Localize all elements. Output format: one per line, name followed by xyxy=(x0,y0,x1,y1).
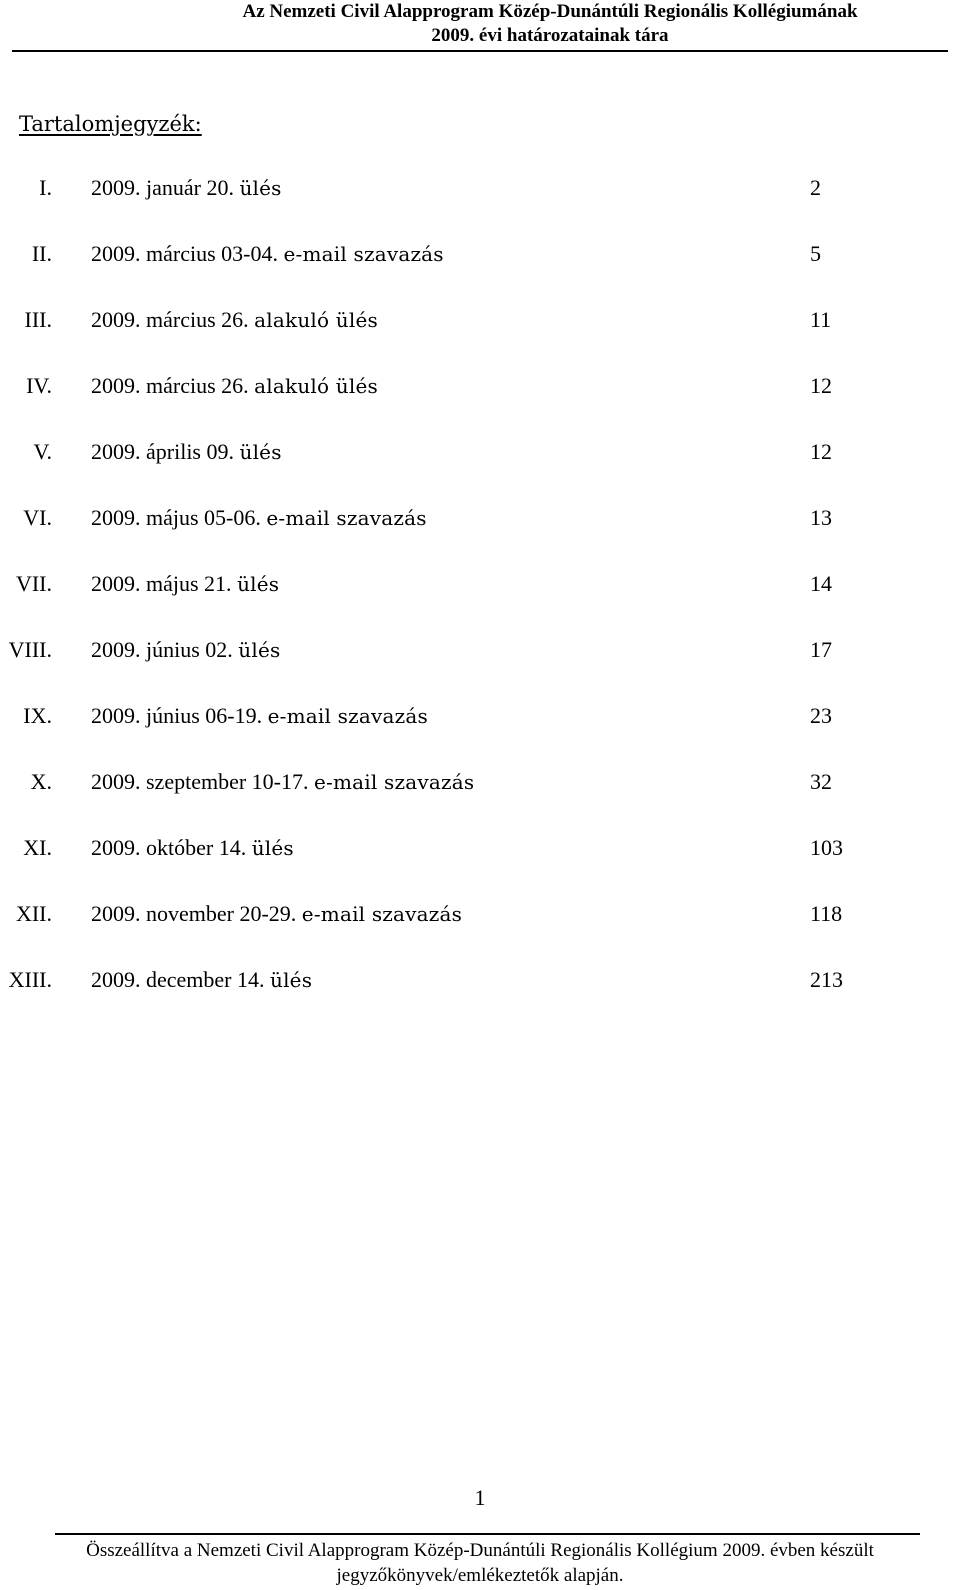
toc-entry-date: 2009. március 03-04. xyxy=(91,241,278,266)
toc-entry-date: 2009. január 20. xyxy=(91,175,234,200)
toc-entry xyxy=(0,437,960,467)
toc-entry-description: ülés xyxy=(239,440,282,464)
toc-entry xyxy=(0,965,960,995)
toc-entry-description: ülés xyxy=(239,176,282,200)
toc-entry xyxy=(0,635,960,665)
toc-entry-number: II. xyxy=(31,241,52,266)
toc-entry-page: 23 xyxy=(810,703,832,728)
toc-entry-title xyxy=(91,173,282,203)
toc-entry-number: VI. xyxy=(23,505,52,530)
toc-entry xyxy=(0,371,960,401)
toc-entry xyxy=(0,569,960,599)
toc-entry-title xyxy=(91,767,474,797)
toc-entry-page: 17 xyxy=(810,637,832,662)
toc-entry-number: XI. xyxy=(23,835,52,860)
toc-entry-number: X. xyxy=(30,769,52,794)
toc-entry-date: 2009. március 26. xyxy=(91,307,249,332)
footer-text-line2: jegyzőkönyvek/emlékeztetők alapján. xyxy=(336,1565,624,1586)
toc-entry-page: 213 xyxy=(810,967,843,992)
toc-entry-page: 118 xyxy=(810,901,843,926)
toc-entry-title xyxy=(91,965,312,995)
toc-entry-date: 2009. november 20-29. xyxy=(91,901,297,926)
footer-divider xyxy=(55,1533,920,1535)
toc-entry-date: 2009. szeptember 10-17. xyxy=(91,769,309,794)
toc-entry-title xyxy=(91,899,462,929)
toc-entry-date: 2009. június 02. xyxy=(91,637,233,662)
toc-entry-page: 103 xyxy=(810,835,843,860)
toc-entry-number: XII. xyxy=(15,901,52,926)
toc-title: Tartalomjegyzék: xyxy=(19,112,202,136)
toc-entry-number: V. xyxy=(33,439,52,464)
toc-entry-title xyxy=(91,503,427,533)
toc-entry-description: e-mail szavazás xyxy=(266,506,427,530)
page-number: 1 xyxy=(474,1485,486,1510)
toc-entry xyxy=(0,173,960,203)
toc-entry-title xyxy=(91,437,282,467)
toc-entry-description: ülés xyxy=(238,638,281,662)
toc-entry-number: I. xyxy=(39,175,52,200)
toc-entry-date: 2009. május 05-06. xyxy=(91,505,261,530)
header-title: Az Nemzeti Civil Alapprogram Közép-Dunántúli Regionális Kollégiumának xyxy=(242,1,858,22)
toc-entry-description: e-mail szavazás xyxy=(267,704,428,728)
toc-entry-description: e-mail szavazás xyxy=(283,242,444,266)
toc-entry-title xyxy=(91,371,378,401)
toc-entry-page: 14 xyxy=(810,571,832,596)
toc-entry-title xyxy=(91,569,279,599)
toc-entry-page: 11 xyxy=(810,307,832,332)
toc-entry-description: alakuló ülés xyxy=(254,308,378,332)
toc-entry xyxy=(0,305,960,335)
toc-entry-number: VIII. xyxy=(8,637,52,662)
toc-entry-title xyxy=(91,635,280,665)
toc-entry-page: 13 xyxy=(810,505,832,530)
toc-entry-title xyxy=(91,305,378,335)
toc-entry-date: 2009. június 06-19. xyxy=(91,703,263,728)
toc-entry xyxy=(0,503,960,533)
toc-entry-page: 2 xyxy=(810,175,821,200)
toc-entry xyxy=(0,767,960,797)
toc-entry xyxy=(0,899,960,929)
toc-entry-page: 32 xyxy=(810,769,832,794)
header-subtitle: 2009. évi határozatainak tára xyxy=(431,25,669,46)
toc-entry-description: e-mail szavazás xyxy=(314,770,475,794)
toc-entry-page: 12 xyxy=(810,439,832,464)
toc-entry xyxy=(0,701,960,731)
toc-entry-title xyxy=(91,701,428,731)
toc-entry-number: IX. xyxy=(23,703,52,728)
toc-entry-title xyxy=(91,833,294,863)
toc-entry-description: ülés xyxy=(237,572,280,596)
toc-entry-number: III. xyxy=(24,307,52,332)
toc-entry-page: 5 xyxy=(810,241,821,266)
toc-entry-date: 2009. március 26. xyxy=(91,373,249,398)
toc-entry-number: VII. xyxy=(15,571,52,596)
toc-entry-number: IV. xyxy=(26,373,52,398)
toc-entry-date: 2009. október 14. xyxy=(91,835,247,860)
toc-entry-date: 2009. május 21. xyxy=(91,571,232,596)
toc-entry-page: 12 xyxy=(810,373,832,398)
toc-entry-number: XIII. xyxy=(8,967,52,992)
toc-entry xyxy=(0,239,960,269)
toc-entry-date: 2009. április 09. xyxy=(91,439,234,464)
toc-entry-date: 2009. december 14. xyxy=(91,967,265,992)
header-divider xyxy=(12,50,948,52)
toc-entry-description: alakuló ülés xyxy=(254,374,378,398)
toc-entry-description: ülés xyxy=(270,968,313,992)
footer-text-line1: Összeállítva a Nemzeti Civil Alapprogram Közép-Dunántúli Regionális Kollégium 2009. évben készült xyxy=(86,1540,874,1561)
toc-entry-description: e-mail szavazás xyxy=(301,902,463,926)
toc-entry-title xyxy=(91,239,444,269)
toc-entry-description: ülés xyxy=(251,836,294,860)
toc-entry xyxy=(0,833,960,863)
